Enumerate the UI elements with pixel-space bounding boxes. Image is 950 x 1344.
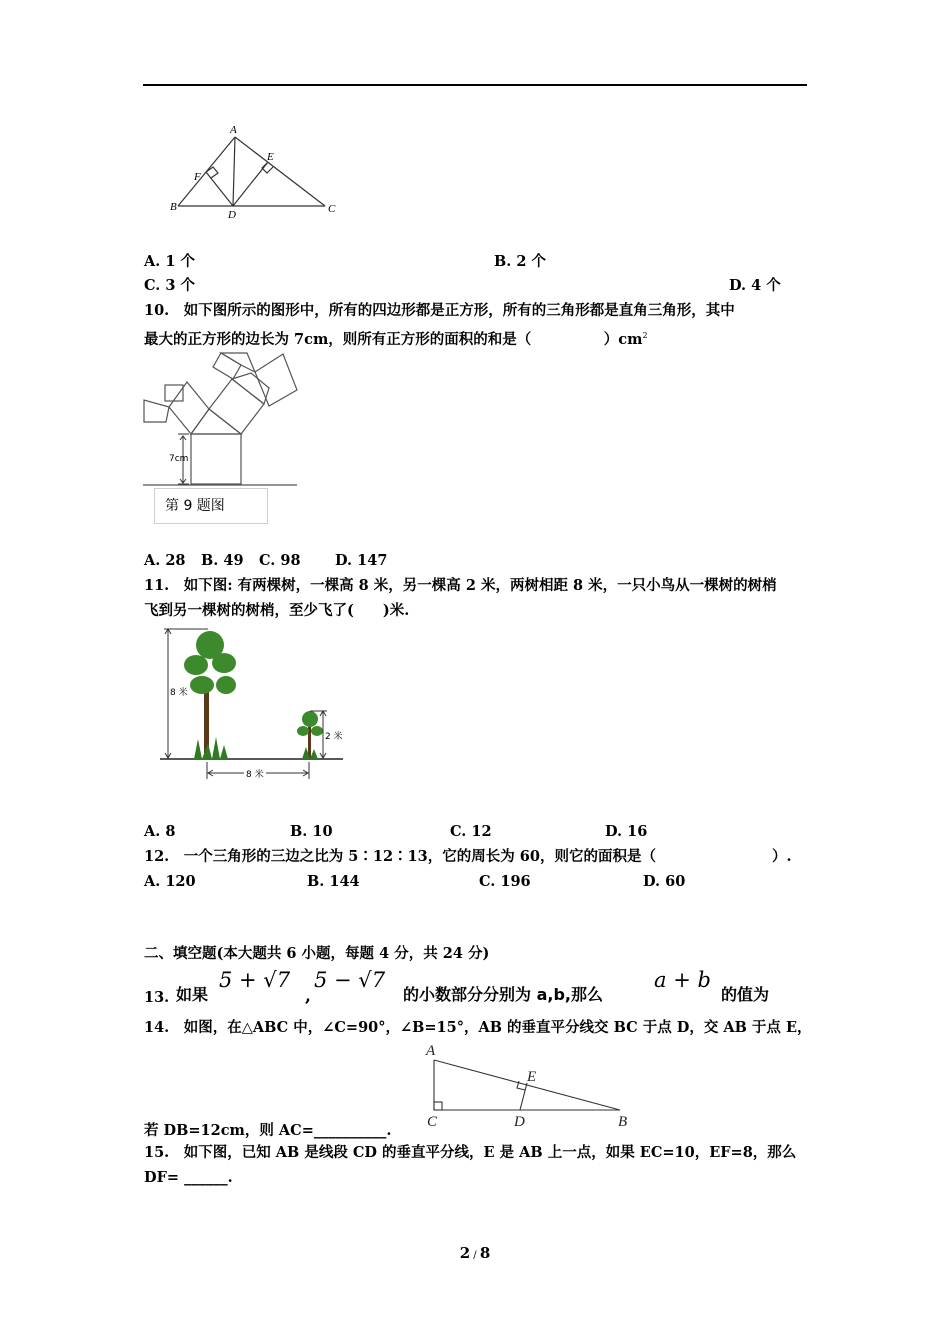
label-F: F <box>194 171 201 183</box>
q10-option-a[interactable]: A. 28 <box>144 552 186 569</box>
q9-option-a[interactable]: A. 1 个 <box>144 253 195 270</box>
label-B: B <box>618 1114 628 1130</box>
q9-option-b[interactable]: B. 2 个 <box>494 253 546 270</box>
label-E: E <box>267 151 274 163</box>
q9-option-d[interactable]: D. 4 个 <box>729 277 781 294</box>
q10-squares-figure <box>143 352 303 488</box>
label-D: D <box>514 1114 525 1130</box>
q12-option-b[interactable]: B. 144 <box>307 873 360 890</box>
label-E: E <box>527 1069 537 1085</box>
q11-option-a[interactable]: A. 8 <box>144 823 176 840</box>
q13-text-1: 如果 <box>176 985 209 1004</box>
q10-option-c[interactable]: C. 98 <box>259 552 301 569</box>
label-C: C <box>427 1114 438 1130</box>
q11-tall-height-label: 8 米 <box>170 688 188 698</box>
label-A: A <box>230 124 237 136</box>
section2-title: 二、填空题(本大题共 6 小题，每题 4 分，共 24 分) <box>144 945 490 962</box>
page-number: 2 / 8 <box>459 1244 491 1262</box>
q13-expr3: a + b <box>654 968 711 992</box>
q13-num: 13. <box>144 989 170 1006</box>
q13-expr1: 5 + √7 <box>219 968 291 992</box>
q12-text: 12. 一个三角形的三边之比为 5∶12∶13，它的周长为 60，则它的面积是（ ）. <box>144 848 792 865</box>
q10-option-d[interactable]: D. 147 <box>335 552 388 569</box>
q15-text-line1: 15. 如下图，已知 AB 是线段 CD 的垂直平分线，E 是 AB 上一点，如果 EC=10，EF=8，那么 <box>144 1144 797 1161</box>
q12-option-a[interactable]: A. 120 <box>144 873 196 890</box>
q11-option-b[interactable]: B. 10 <box>290 823 333 840</box>
q13-comma: , <box>305 986 311 1006</box>
q12-option-d[interactable]: D. 60 <box>643 873 686 890</box>
q11-option-c[interactable]: C. 12 <box>450 823 492 840</box>
q14-text-line1: 14. 如图，在△ABC 中，∠C=90°，∠B=15°，AB 的垂直平分线交 BC 于点 D，交 AB 于点 E， <box>144 1019 812 1036</box>
q10-text-line2: 最大的正方形的边长为 7cm，则所有正方形的面积的和是（ ）$cm^2$ <box>144 330 648 348</box>
q11-option-d[interactable]: D. 16 <box>605 823 648 840</box>
q14-triangle-figure <box>420 1040 635 1130</box>
q11-trees-figure <box>158 627 348 787</box>
label-A: A <box>426 1043 436 1059</box>
q14-text-line2: 若 DB=12cm，则 AC=__________. <box>144 1122 392 1139</box>
q10-figure-caption: 第 9 题图 <box>154 488 268 524</box>
q10-dim-label: 7cm <box>169 454 189 464</box>
q11-text-line1: 11. 如下图: 有两棵树，一棵高 8 米，另一棵高 2 米，两树相距 8 米，一只小鸟从一棵树的树梢 <box>144 577 777 594</box>
q11-distance-label: 8 米 <box>246 770 264 780</box>
label-D: D <box>228 209 236 220</box>
q12-option-c[interactable]: C. 196 <box>479 873 531 890</box>
q10-superscript: 2 <box>642 331 648 340</box>
q13-expr2: 5 − √7 <box>314 968 386 992</box>
q9-triangle-figure <box>170 120 345 220</box>
header-rule <box>143 84 807 86</box>
q10-option-b[interactable]: B. 49 <box>201 552 244 569</box>
q11-short-height-label: 2 米 <box>325 732 343 742</box>
q11-text-line2: 飞到另一棵树的树梢，至少飞了( )米. <box>144 602 410 619</box>
q9-option-c[interactable]: C. 3 个 <box>144 277 196 294</box>
q13-text-2: 的小数部分分别为 a,b,那么 <box>403 985 603 1004</box>
label-C: C <box>328 203 336 215</box>
q10-text-line1: 10. 如下图所示的图形中，所有的四边形都是正方形，所有的三角形都是直角三角形，其中 <box>144 302 735 319</box>
q13-text-3: 的值为 <box>721 985 770 1004</box>
label-B: B <box>170 201 177 213</box>
q15-text-line2: DF= ______. <box>144 1169 233 1186</box>
